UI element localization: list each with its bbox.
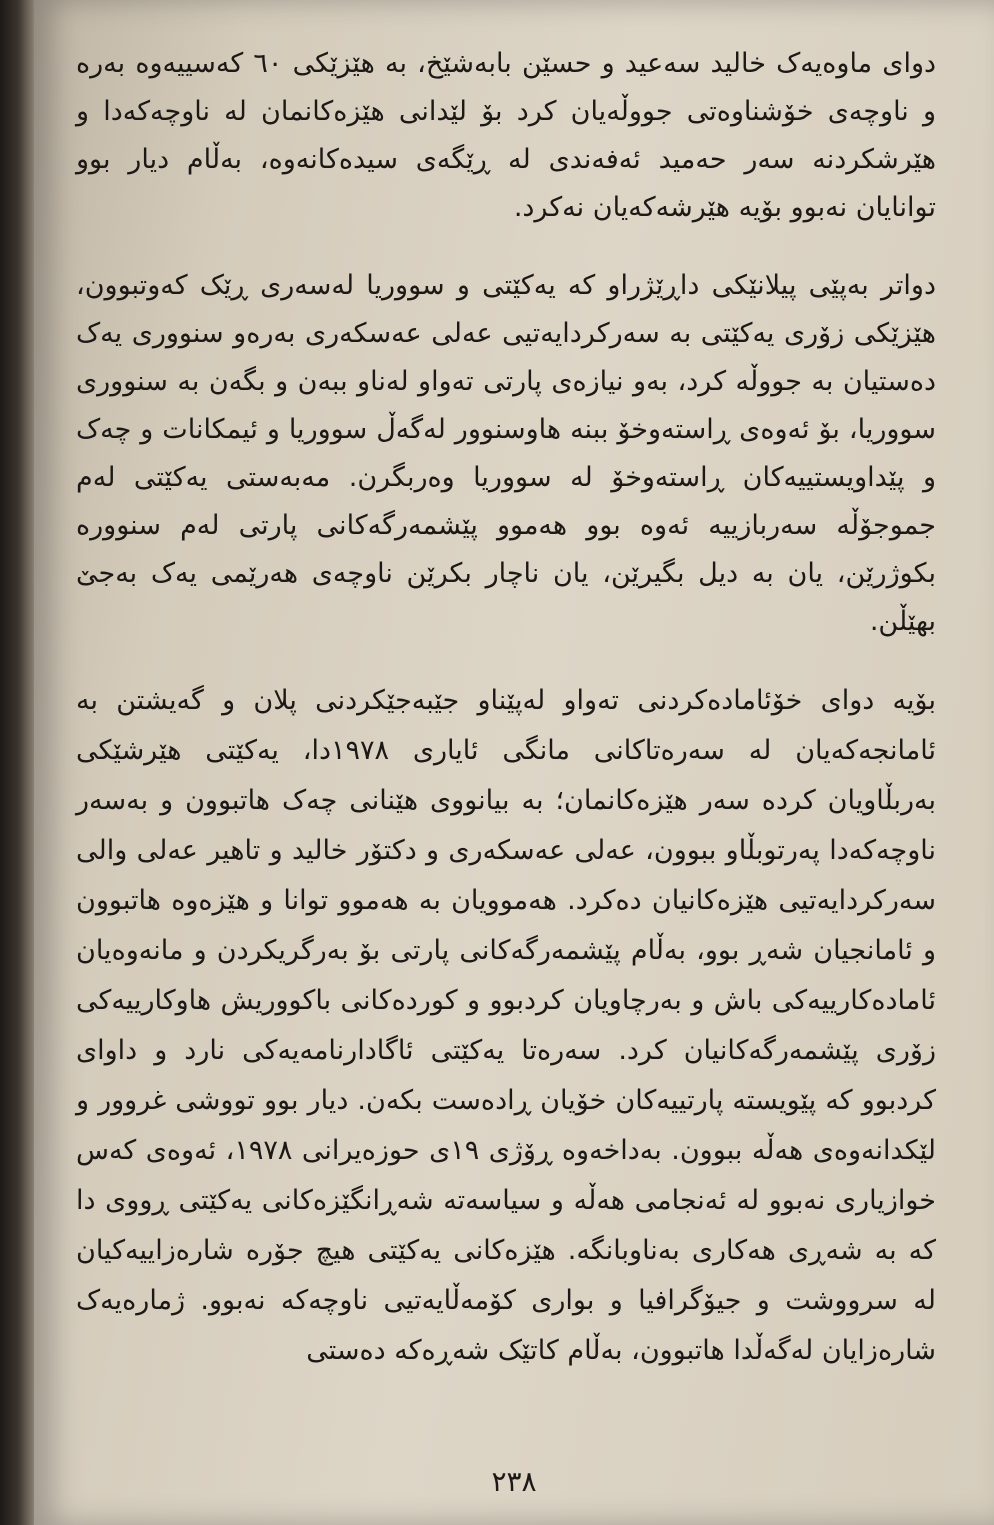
page-number: ٢٣٨ [491, 1465, 537, 1498]
paragraph-2-text: دواتر بەپێی پیلانێکی داڕێژراو کە یەکێتی و سووریا لەسەری ڕێک کەوتبوون، هێزێکی زۆری یەکێتی بە سەرکردایەتیی عەلی عەسکەری بەرەو سنووری یەک دەستیان بە جووڵە کرد، بەو نیازەی پارتی تەواو لەناو ببەن و بگەن بە سنووری سووریا، بۆ ئەوەی ڕاستەوخۆ ببنە هاوسنوور لەگەڵ سووریا و ئیمکانات و چەک و پێداویستییەکان ڕاستەوخۆ لە سووریا وەربگرن. مەبەستی یەکێتی لەم جموجۆڵە سەربازییە ئەوە بوو هەموو پێشمەرگەکانی پارتی لەم سنوورە بکوژرێن، یان بە دیل بگیرێن، یان ناچار بکرێن ناوچەی هەرێمی یەک بەجێ بهێڵن. [76, 270, 936, 637]
book-page [34, 0, 994, 1525]
paragraph-1-text: دوای ماوەیەک خالید سەعید و حسێن بابەشێخ، بە هێزێکی ٦٠ کەسییەوە بەرە و ناوچەی خۆشناوەتی جووڵەیان کرد بۆ لێدانی هێزەکانمان لە ناوچەکەدا و هێرشکردنە سەر حەمید ئەفەندی لە ڕێگەی سیدەکانەوە، بەڵام دیار بوو توانایان نەبوو بۆیە هێرشەکەیان نەکرد. [76, 48, 937, 223]
paragraph-1 [76, 40, 936, 232]
paragraph-3 [76, 676, 936, 1376]
paragraph-2 [76, 262, 936, 646]
paragraph-3-text: بۆیە دوای خۆئامادەکردنی تەواو لەپێناو جێبەجێکردنی پلان و گەیشتن بە ئامانجەکەیان لە سەرەتاکانی مانگی ئایاری ١٩٧٨دا، یەکێتی هێرشێکی بەربڵاویان کردە سەر هێزەکانمان؛ بە بیانووی هێنانی چەک هاتبوون و بەسەر ناوچەکەدا پەرتوبڵاو ببوون، عەلی عەسکەری و دکتۆر خالید و تاهیر عەلی والی سەرکردایەتیی هێزەکانیان دەکرد. هەموویان بە هەموو توانا و هێزەوە هاتبوون و ئامانجیان شەڕ بوو، بەڵام پێشمەرگەکانی پارتی بۆ بەرگریکردن و مانەوەیان ئامادەکارییەکی باش و بەرچاویان کردبوو و کوردەکانی باکووریش هاوکارییەکی زۆری پێشمەرگەکانیان کرد. سەرەتا یەکێتی ئاگادارنامەیەکی نارد و داوای کردبوو کە پێویستە پارتییەکان خۆیان ڕادەست بکەن. دیار بوو تووشی غروور و لێکدانەوەی هەڵە ببوون. بەداخەوە ڕۆژی ١٩ی حوزەیرانی ١٩٧٨، ئەوەی کەس خوازیاری نەبوو لە ئەنجامی هەڵە و سیاسەتە شەڕانگێزەکانی یەکێتی ڕووی دا کە بە شەڕی هەکاری بەناوبانگە. هێزەکانی یەکێتی هیچ جۆرە شارەزاییەکیان لە سرووشت و جیۆگرافیا و بواری کۆمەڵایەتیی ناوچەکە نەبوو. ژمارەیەک شارەزایان لەگەڵدا هاتبوون، بەڵام کاتێک شەڕەکە دەستی [76, 685, 937, 1366]
